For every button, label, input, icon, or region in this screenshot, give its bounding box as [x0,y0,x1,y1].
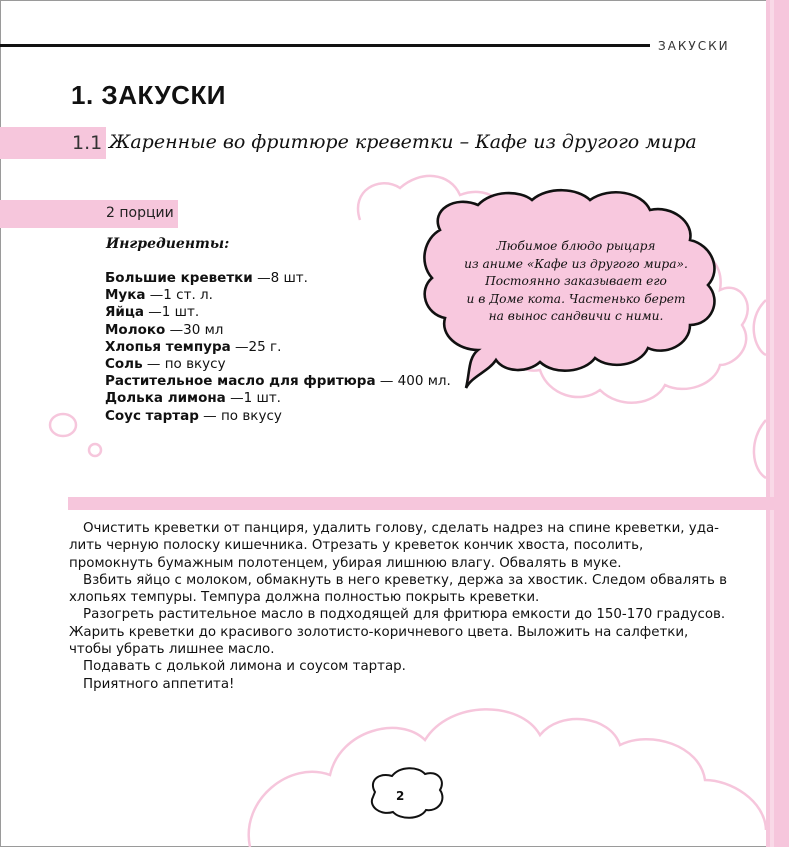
portions-label: 2 порции [106,205,174,221]
ingredient-name: Растительное масло для фритюра [105,373,376,390]
bubble-line: и в Доме кота. Частенько берет [466,291,686,306]
ingredient-item [105,373,451,390]
ingredient-amount: — по вкусу [198,407,282,424]
ingredient-amount: —30 мл [165,321,224,338]
instructions-text [69,520,729,693]
ingredient-name: Соль [105,356,143,373]
cloud-outline-bottom [249,709,766,847]
thought-dot-medium [50,414,76,436]
ingredient-name: Долька лимона [105,390,226,407]
ingredients-list [105,270,451,425]
instruction-paragraph: Очистить креветки от панциря, удалить голову, сделать надрез на спине креветки, уда-лить черную полоску кишечника. Отрезать у креветок кончик хвоста, посолить, промокнуть бумажным полотенцем, убирая лишнюю влагу. Обвалять в муке. [69,521,720,571]
ingredient-item [105,390,451,407]
header-rule [0,44,650,47]
speech-bubble-text [440,238,712,326]
chapter-title: 1. ЗАКУСКИ [71,80,226,110]
ingredient-item [105,287,451,304]
instruction-paragraph: Подавать с долькой лимона и соусом тартар. [83,659,406,675]
ingredient-name: Мука [105,287,146,304]
ingredient-amount: —1 ст. л. [145,287,213,304]
ingredient-amount: —25 г. [230,338,282,355]
ingredient-name: Яйца [105,304,144,321]
section-number: 1.1 [72,132,103,154]
ingredient-item [105,270,451,287]
instruction-paragraph: Разогреть растительное масло в подходящей для фритюра емкости до 150-170 градусов. Жарить креветки до красивого золотисто-коричневого цвета. Выложить на салфетки, чтобы убрать лишнее масло. [69,607,726,658]
page-number: 2 [396,789,405,803]
ingredient-name: Соус тартар [105,407,199,424]
cloud-outline-right [754,300,766,478]
ingredient-name: Большие креветки [105,270,253,286]
bubble-line: из аниме «Кафе из другого мира». [464,256,688,271]
ingredient-name: Молоко [105,321,166,338]
ingredient-amount: — по вкусу [142,356,226,373]
ingredient-item [105,408,451,425]
ingredient-amount: —1 шт. [225,390,281,407]
bubble-line: Постоянно заказывает его [485,274,667,288]
instruction-paragraph: Взбить яйцо с молоком, обмакнуть в него креветку, держа за хвостик. Следом обвалять в хлопьях темпуры. Темпура должна полностью покрыть креветки. [69,572,728,606]
ingredients-heading: Ингредиенты: [106,236,230,252]
ingredient-amount: — 400 мл. [375,373,451,390]
page-number-cloud [372,768,443,818]
ingredient-name: Хлопья темпура [105,338,231,355]
recipe-title: Жаренные во фритюре креветки – Кафе из другого мира [109,131,697,153]
ingredient-item [105,322,451,339]
ingredient-amount: —1 шт. [143,304,200,321]
ingredient-item [105,304,451,321]
thought-dot-small [89,444,101,456]
ingredient-item [105,339,451,356]
bubble-line: на вынос сандвичи с ними. [488,309,664,323]
bubble-line: Любимое блюдо рыцаря [496,239,656,253]
ingredient-item [105,356,451,373]
running-header: ЗАКУСКИ [658,39,730,53]
ingredient-amount: —8 шт. [252,270,308,286]
section-divider-band [68,497,789,510]
instruction-paragraph: Приятного аппетита! [83,676,235,692]
